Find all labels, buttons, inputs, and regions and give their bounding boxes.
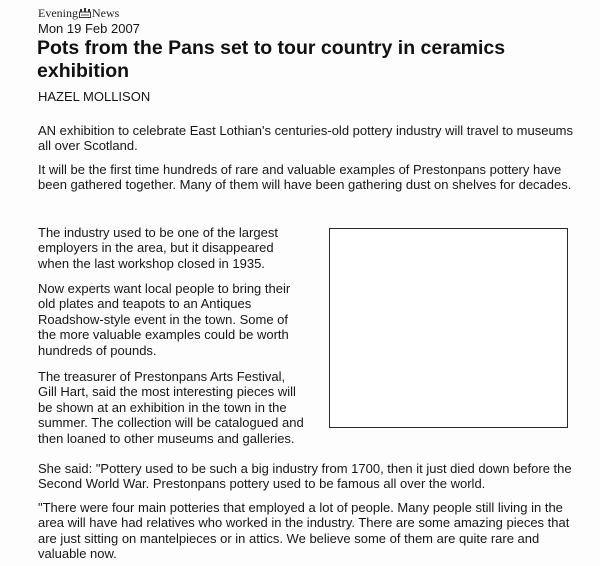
masthead-word-evening: Evening <box>38 6 78 20</box>
article-paragraph: The industry used to be one of the largest employers in the area, but it disappeared when the last workshop closed in 1935. <box>38 225 278 271</box>
article-paragraph: Now experts want local people to bring their old plates and teapots to an Antiques Roadshow-style event in the town. Some of the more valuable examples could be worth hundreds of pounds. <box>38 281 291 358</box>
article-headline: Pots from the Pans set to tour country in ceramics exhibition <box>37 37 506 82</box>
article-date: Mon 19 Feb 2007 <box>38 21 140 36</box>
masthead <box>38 6 119 21</box>
photo-placeholder <box>329 228 568 428</box>
masthead-word-news: News <box>92 6 120 20</box>
article-paragraph: AN exhibition to celebrate East Lothian's centuries-old pottery industry will travel to museums all over Scotland. <box>38 123 574 154</box>
article-paragraph: She said: "Pottery used to be such a big industry from 1700, then it just died down before the Second World War. Prestonpans pottery used to be famous all over the world. <box>38 461 572 492</box>
article-paragraph: "There were four main potteries that employed a lot of people. Many people still living in the area will have had relatives who worked in the industry. There are some amazing pieces that are just sitting on mantelpieces or in attics. We believe some of them are quite rare and valuable now. <box>38 500 570 562</box>
crest-icon <box>79 8 91 18</box>
article-paragraph: It will be the first time hundreds of rare and valuable examples of Prestonpans pottery have been gathered together. Many of them will have been gathering dust on shelves for decades. <box>38 162 572 193</box>
article-paragraph: The treasurer of Prestonpans Arts Festival, Gill Hart, said the most interesting pieces will be shown at an exhibition in the town in the summer. The collection will be catalogued and then loaned to other museums and galleries. <box>38 369 304 446</box>
article-byline: HAZEL MOLLISON <box>38 89 151 104</box>
